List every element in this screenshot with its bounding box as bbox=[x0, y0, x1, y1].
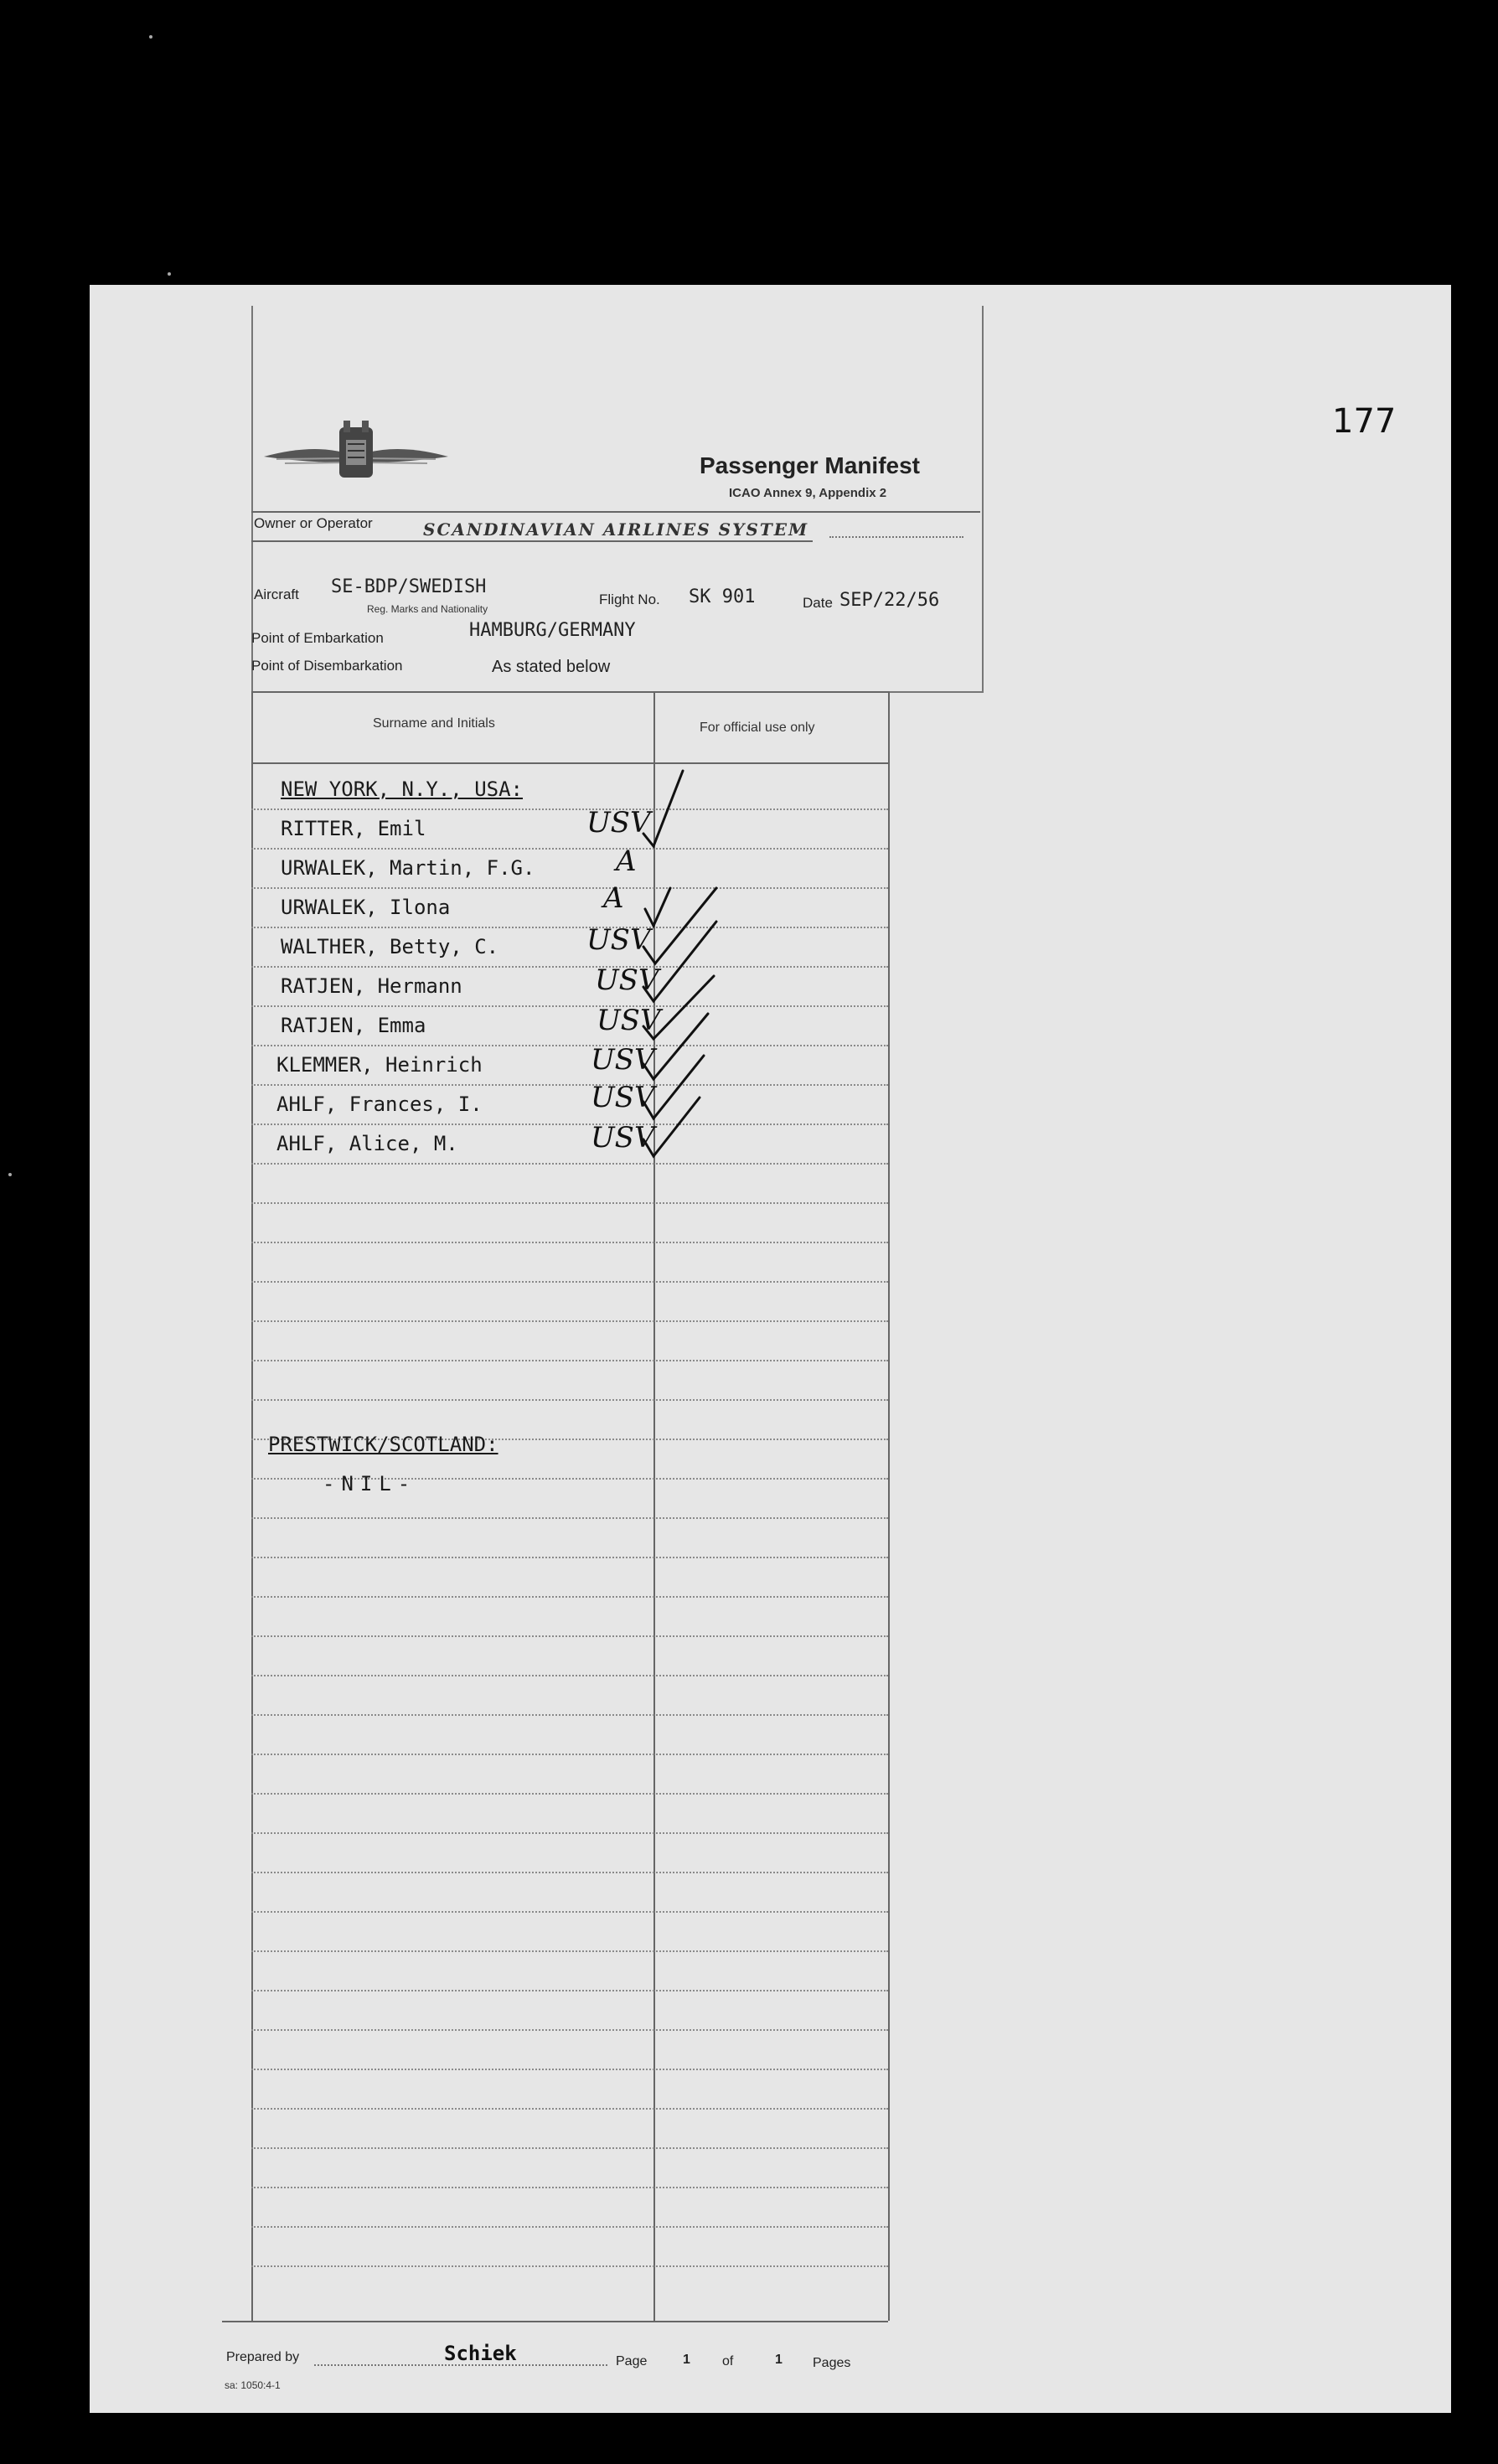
passenger-name: URWALEK, Martin, F.G. bbox=[281, 856, 535, 880]
form-subtitle: ICAO Annex 9, Appendix 2 bbox=[729, 486, 887, 500]
footer-divider bbox=[222, 2321, 888, 2322]
official-mark: USV bbox=[595, 963, 659, 997]
disembarkation-value: As stated below bbox=[492, 658, 611, 676]
of-label: of bbox=[722, 2354, 734, 2368]
of-value: 1 bbox=[775, 2353, 783, 2367]
official-mark: USV bbox=[586, 806, 651, 839]
official-use-column-header: For official use only bbox=[700, 721, 815, 735]
passenger-name: WALTHER, Betty, C. bbox=[281, 935, 499, 958]
aircraft-label: Aircraft bbox=[254, 586, 299, 602]
disembarkation-label: Point of Disembarkation bbox=[251, 658, 403, 674]
official-mark: USV bbox=[586, 923, 651, 957]
date-label: Date bbox=[803, 595, 833, 611]
flight-label: Flight No. bbox=[599, 591, 660, 607]
nil-entry: -NIL- bbox=[323, 1472, 417, 1495]
destination-heading: NEW YORK, N.Y., USA: bbox=[281, 777, 523, 801]
table-right-border bbox=[888, 691, 890, 2321]
form-title: Passenger Manifest bbox=[700, 452, 920, 478]
official-mark: A bbox=[616, 845, 637, 878]
passenger-name: RITTER, Emil bbox=[281, 817, 426, 840]
owner-label: Owner or Operator bbox=[254, 515, 373, 531]
table-top-border bbox=[251, 691, 888, 693]
destination-heading: PRESTWICK/SCOTLAND: bbox=[268, 1433, 498, 1456]
official-mark: USV bbox=[597, 1004, 661, 1037]
prepared-by-value: Schiek bbox=[444, 2342, 517, 2365]
divider bbox=[251, 511, 980, 513]
passenger-name: KLEMMER, Heinrich bbox=[276, 1053, 483, 1077]
header-divider bbox=[251, 762, 888, 764]
passenger-name: AHLF, Alice, M. bbox=[276, 1132, 458, 1155]
aircraft-sublabel: Reg. Marks and Nationality bbox=[367, 603, 488, 615]
owner-value: SCANDINAVIAN AIRLINES SYSTEM bbox=[423, 519, 809, 540]
checkmark-icon bbox=[637, 762, 737, 1165]
embarkation-label: Point of Embarkation bbox=[251, 630, 384, 646]
airline-logo-icon bbox=[260, 411, 452, 494]
passenger-name: AHLF, Frances, I. bbox=[276, 1093, 483, 1116]
official-mark: A bbox=[603, 881, 624, 915]
name-column-header: Surname and Initials bbox=[373, 716, 495, 731]
blank-line bbox=[829, 536, 963, 538]
table-left-border bbox=[251, 691, 253, 2321]
prepared-by-label: Prepared by bbox=[226, 2350, 300, 2364]
date-value: SEP/22/56 bbox=[839, 590, 940, 611]
official-mark: USV bbox=[591, 1121, 655, 1155]
official-mark: USV bbox=[591, 1043, 655, 1077]
divider bbox=[251, 540, 813, 542]
aircraft-value: SE-BDP/SWEDISH bbox=[331, 576, 487, 597]
dust-speck bbox=[149, 35, 152, 39]
form-code: sa: 1050:4-1 bbox=[225, 2379, 281, 2391]
pages-label: Pages bbox=[813, 2356, 851, 2370]
blank-line bbox=[314, 2364, 607, 2366]
flight-value: SK 901 bbox=[689, 586, 756, 607]
dust-speck bbox=[8, 1173, 12, 1176]
page-value: 1 bbox=[683, 2353, 690, 2367]
passenger-name: URWALEK, Ilona bbox=[281, 896, 451, 919]
dust-speck bbox=[168, 272, 171, 276]
official-mark: USV bbox=[591, 1081, 655, 1114]
page-label: Page bbox=[616, 2354, 648, 2368]
page-number: 177 bbox=[1332, 402, 1397, 441]
passenger-name: RATJEN, Hermann bbox=[281, 974, 462, 998]
embarkation-value: HAMBURG/GERMANY bbox=[469, 620, 636, 641]
passenger-name: RATJEN, Emma bbox=[281, 1014, 426, 1037]
